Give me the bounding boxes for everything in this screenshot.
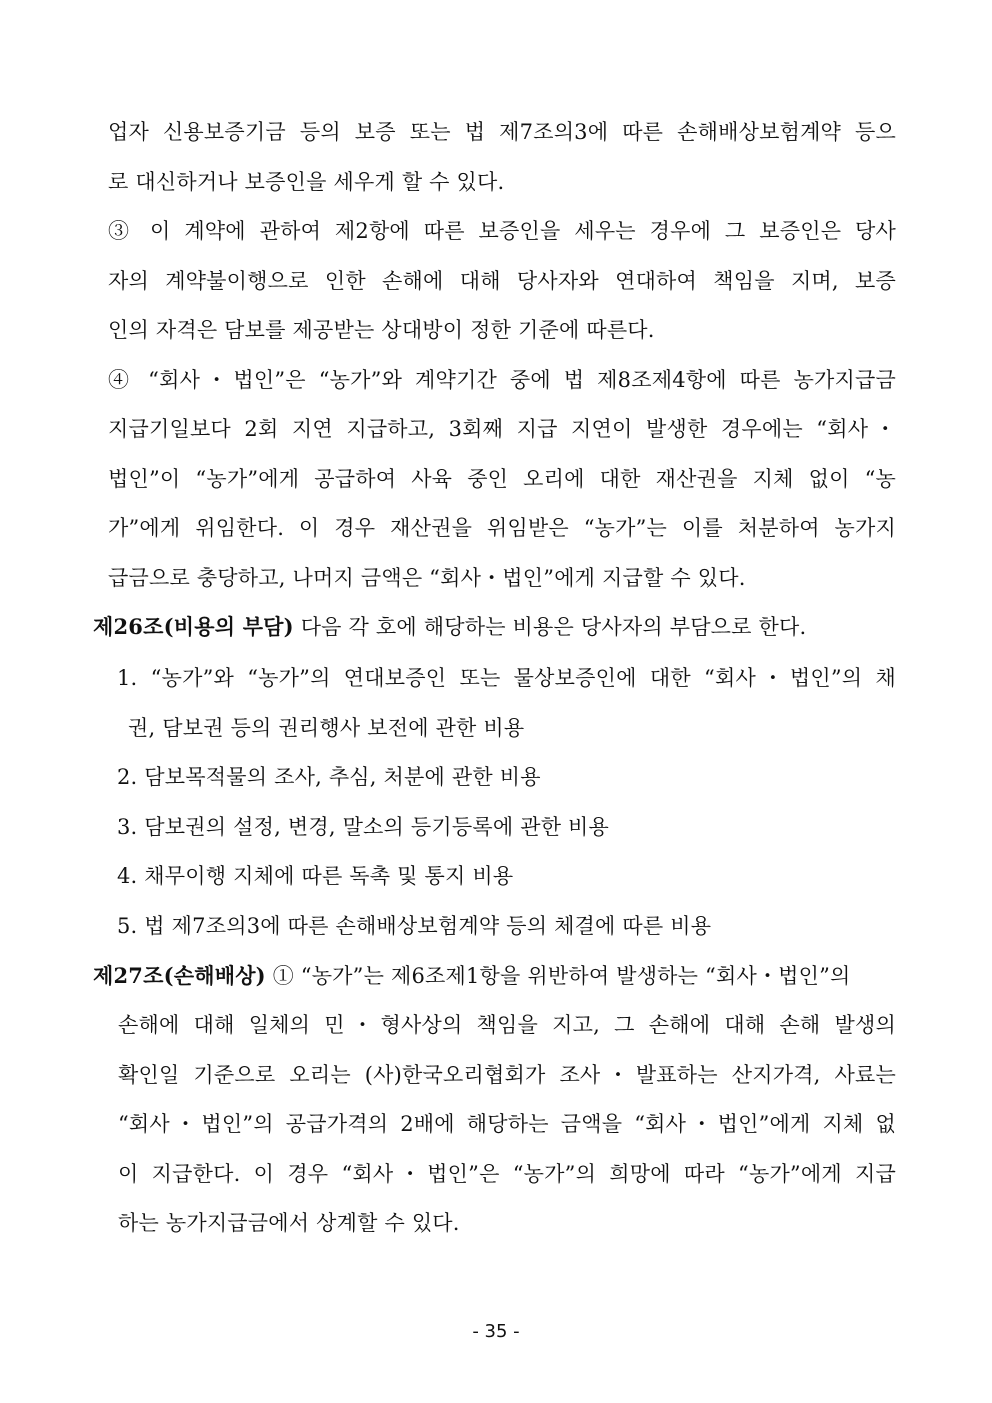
text-line: ④ “회사・법인”은 “농가”와 계약기간 중에 법 제8조제4항에 따른 농가지급금 xyxy=(108,368,896,392)
text-line: 지급기일보다 2회 지연 지급하고, 3회째 지급 지연이 발생한 경우에는 “회사・ xyxy=(108,417,896,441)
list-item: 2. 담보목적물의 조사, 추심, 처분에 관한 비용 xyxy=(117,765,541,789)
text-line: 가”에게 위임한다. 이 경우 재산권을 위임받은 “농가”는 이를 처분하여 농가지 xyxy=(108,516,896,540)
page-number: - 35 - xyxy=(472,1321,520,1342)
text-line: 인의 자격은 담보를 제공받는 상대방이 정한 기준에 따른다. xyxy=(108,318,655,342)
article-26-title: 제26조(비용의 부담) xyxy=(93,614,294,639)
text-line: 자의 계약불이행으로 인한 손해에 대해 당사자와 연대하여 책임을 지며, 보증 xyxy=(108,269,896,293)
text-line: 법인”이 “농가”에게 공급하여 사육 중인 오리에 대한 재산권을 지체 없이 “농 xyxy=(108,467,896,491)
text-line: 급금으로 충당하고, 나머지 금액은 “회사・법인”에게 지급할 수 있다. xyxy=(108,566,746,590)
article-27-heading xyxy=(93,961,896,991)
text-line: 확인일 기준으로 오리는 (사)한국오리협회가 조사・발표하는 산지가격, 사료는 xyxy=(118,1063,896,1087)
article-26-text: 다음 각 호에 해당하는 비용은 당사자의 부담으로 한다. xyxy=(293,615,807,639)
article-26-heading xyxy=(93,612,806,642)
text-line: 업자 신용보증기금 등의 보증 또는 법 제7조의3에 따른 손해배상보험계약 등으 xyxy=(108,120,896,144)
text-line: 하는 농가지급금에서 상계할 수 있다. xyxy=(118,1211,460,1235)
text-line: “회사・법인”의 공급가격의 2배에 해당하는 금액을 “회사・법인”에게 지체 없 xyxy=(118,1112,896,1136)
text-line: 손해에 대해 일체의 민・형사상의 책임을 지고, 그 손해에 대해 손해 발생의 xyxy=(118,1013,896,1037)
list-item: 4. 채무이행 지체에 따른 독촉 및 통지 비용 xyxy=(117,864,514,888)
list-item: 3. 담보권의 설정, 변경, 말소의 등기등록에 관한 비용 xyxy=(117,815,610,839)
list-item: 5. 법 제7조의3에 따른 손해배상보험계약 등의 체결에 따른 비용 xyxy=(117,914,712,938)
text-line: 이 지급한다. 이 경우 “회사・법인”은 “농가”의 희망에 따라 “농가”에게 지급 xyxy=(118,1162,896,1186)
text-line: 로 대신하거나 보증인을 세우게 할 수 있다. xyxy=(108,170,505,194)
list-item-continued: 권, 담보권 등의 권리행사 보전에 관한 비용 xyxy=(128,716,525,740)
list-item: 1. “농가”와 “농가”의 연대보증인 또는 물상보증인에 대한 “회사・법인”의 채 xyxy=(117,666,896,690)
article-27-text: ① “농가”는 제6조제1항을 위반하여 발생하는 “회사・법인”의 xyxy=(265,964,851,988)
article-27-title: 제27조(손해배상) xyxy=(93,963,266,988)
text-line: ③ 이 계약에 관하여 제2항에 따른 보증인을 세우는 경우에 그 보증인은 당사 xyxy=(108,219,896,243)
